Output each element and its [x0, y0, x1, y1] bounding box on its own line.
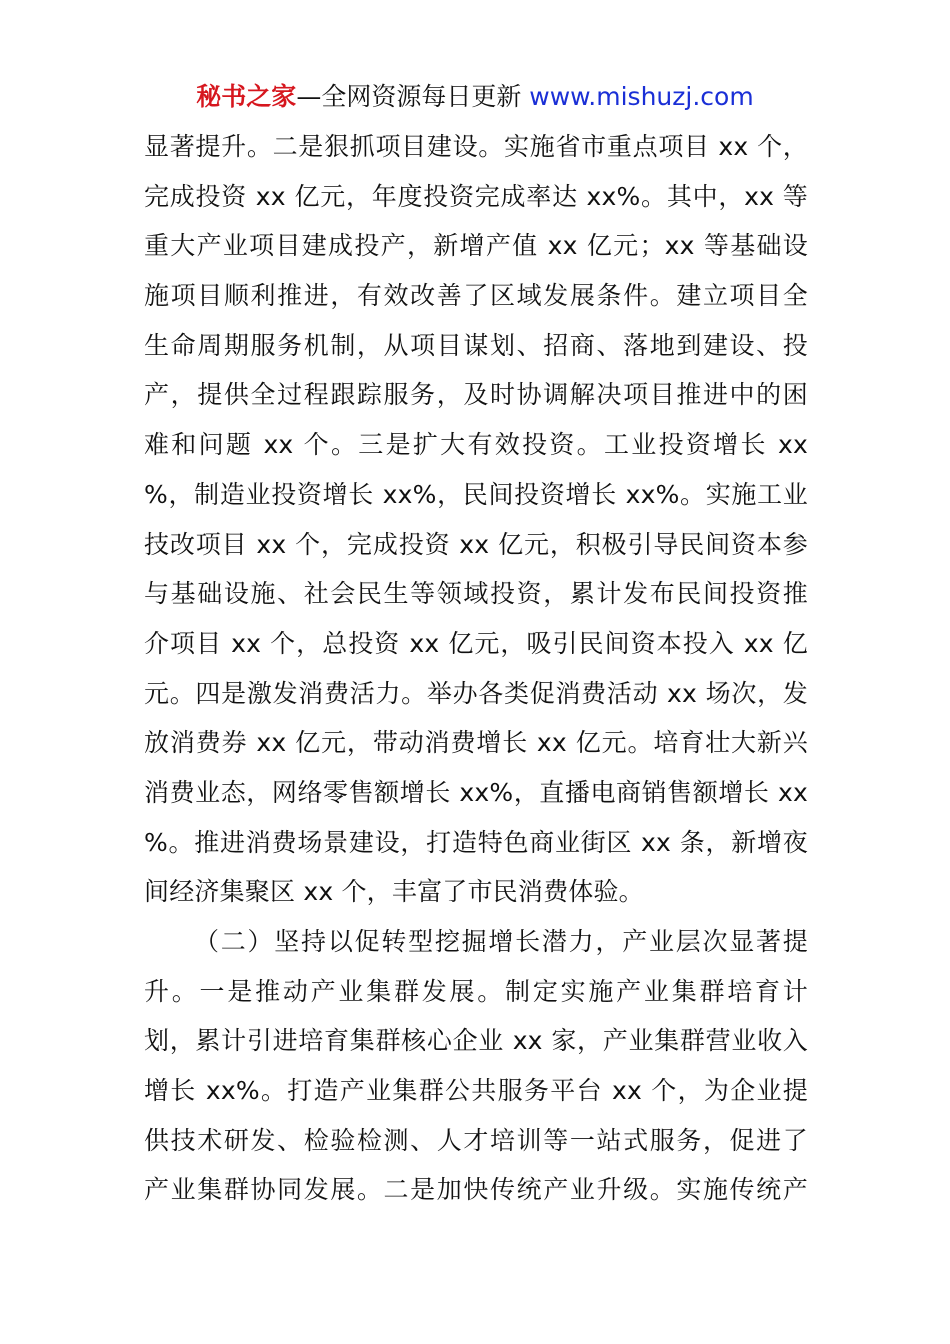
text-line: 技改项目 xx 个，完成投资 xx 亿元，积极引导民间资本参: [144, 529, 808, 559]
text-line: 难和问题 xx 个。三是扩大有效投资。工业投资增长 xx: [144, 430, 808, 460]
section-heading-line: （二）坚持以促转型挖掘增长潜力，产业层次显著提: [194, 927, 808, 956]
site-url-link[interactable]: www.mishuzj.com: [529, 82, 754, 111]
text-line: 产业集群协同发展。二是加快传统产业升级。实施传统产: [144, 1175, 808, 1205]
text-line: 完成投资 xx 亿元，年度投资完成率达 xx%。其中，xx 等: [144, 181, 808, 211]
header-tagline: —全网资源每日更新: [296, 82, 530, 111]
text-line: 增长 xx%。打造产业集群公共服务平台 xx 个，为企业提: [144, 1076, 808, 1106]
text-line: 重大产业项目建成投产，新增产值 xx 亿元；xx 等基础设: [144, 231, 808, 261]
text-line: 间经济集聚区 xx 个，丰富了市民消费体验。: [144, 877, 644, 907]
site-header: [0, 80, 950, 114]
text-line: 消费业态，网络零售额增长 xx%，直播电商销售额增长 xx: [144, 777, 808, 807]
text-line: 显著提升。二是狠抓项目建设。实施省市重点项目 xx 个，: [144, 132, 808, 161]
brand-name: 秘书之家: [196, 82, 297, 111]
text-line: 放消费券 xx 亿元，带动消费增长 xx 亿元。培育壮大新兴: [144, 728, 808, 758]
text-line: 施项目顺利推进，有效改善了区域发展条件。建立项目全: [144, 281, 808, 311]
text-line: 产，提供全过程跟踪服务，及时协调解决项目推进中的困: [144, 380, 808, 410]
text-line: %，制造业投资增长 xx%，民间投资增长 xx%。实施工业: [144, 479, 808, 509]
text-line: %。推进消费场景建设，打造特色商业街区 xx 条，新增夜: [144, 827, 808, 857]
text-line: 介项目 xx 个，总投资 xx 亿元，吸引民间资本投入 xx 亿: [144, 628, 808, 658]
text-line: 元。四是激发消费活力。举办各类促消费活动 xx 场次，发: [144, 678, 808, 708]
text-line: 供技术研发、检验检测、人才培训等一站式服务，促进了: [144, 1125, 808, 1155]
text-line: 升。一是推动产业集群发展。制定实施产业集群培育计: [144, 976, 808, 1006]
text-line: 与基础设施、社会民生等领域投资，累计发布民间投资推: [144, 579, 808, 609]
text-line: 划，累计引进培育集群核心企业 xx 家，产业集群营业收入: [144, 1026, 808, 1056]
text-line: 生命周期服务机制，从项目谋划、招商、落地到建设、投: [144, 330, 808, 360]
document-body: [144, 122, 808, 1215]
